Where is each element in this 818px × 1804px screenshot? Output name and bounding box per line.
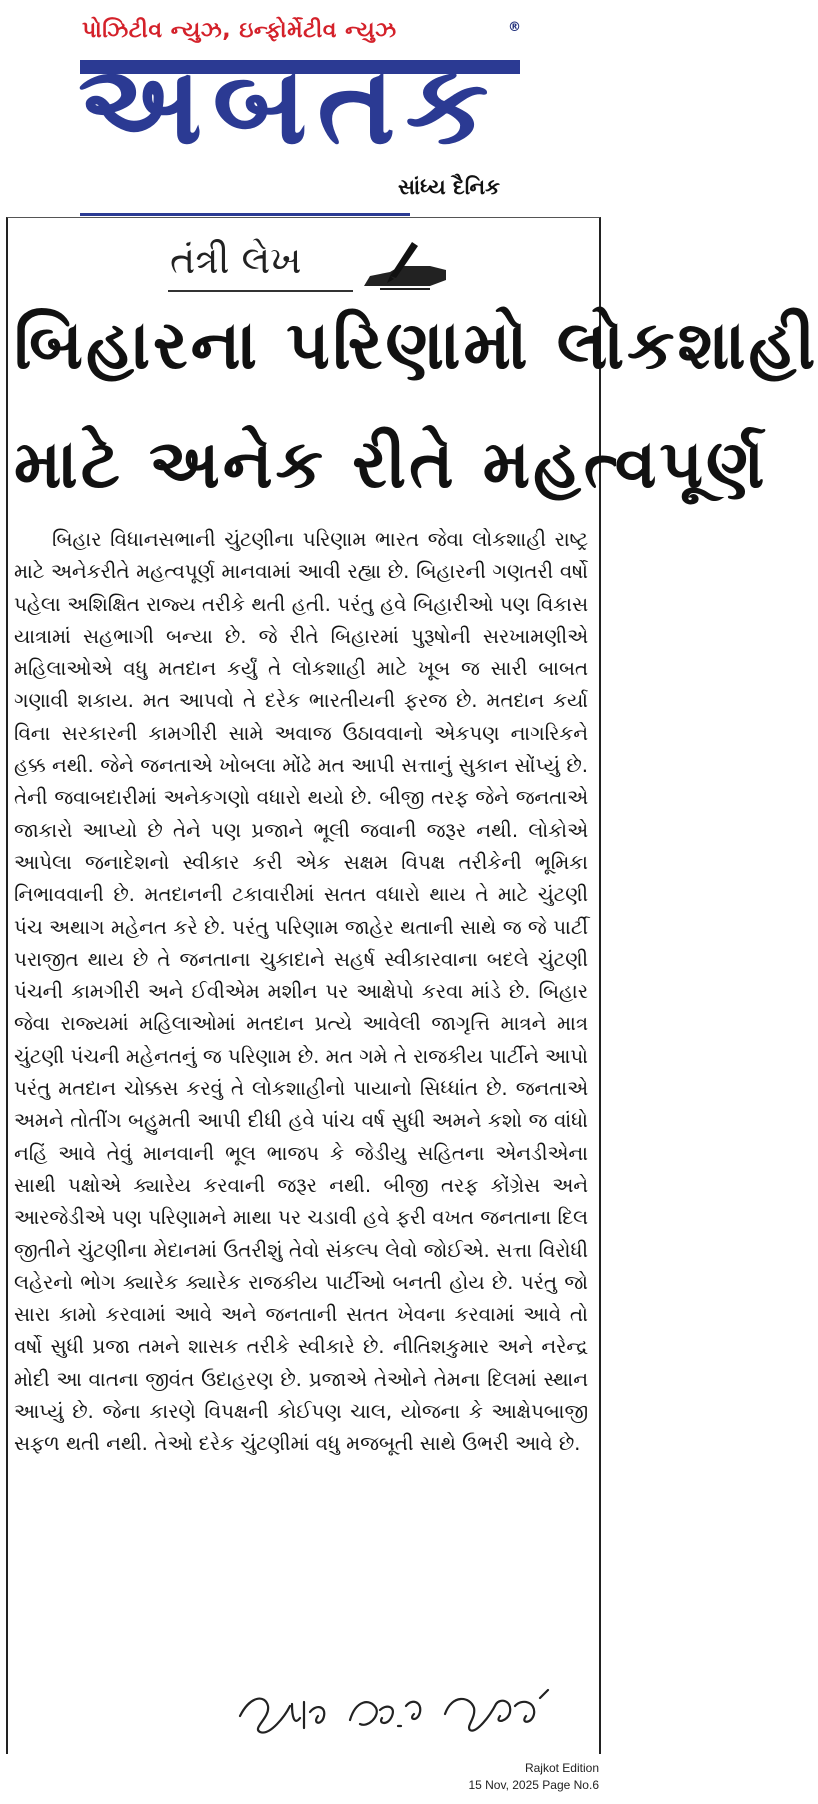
pen-writing-icon <box>360 236 450 292</box>
article-paragraph: બિહાર વિધાનસભાની ચુંટણીના પરિણામ ભારત જેવા લોકશાહી રાષ્ટ્ર માટે અનેકરીતે મહત્વપૂર્ણ માનવામાં આવી રહ્યા છે. બિહારની ગણતરી વર્ષો પહેલા અશિક્ષિત રાજ્ય તરીકે થતી હતી. પરંતુ હવે બિહારીઓ પણ વિકાસ યાત્રામાં સહભાગી બન્યા છે. જે રીતે બિહારમાં પુરૂષોની સરખામણીએ મહિલાઓએ વધુ મતદાન કર્યું તે લોકશાહી માટે ખૂબ જ સારી બાબત ગણાવી શકાય. મત આપવો તે દરેક ભારતીયની ફરજ છે. મતદાન કર્યા વિના સરકારની કામગીરી સામે અવાજ ઉઠાવવાનો એકપણ નાગરિકને હક્ક નથી. જેને જનતાએ ખોબલા મોંઢે મત આપી સત્તાનું સુકાન સોંપ્યું છે. તેની જવાબદારીમાં અનેકગણો વધારો થયો છે. બીજી તરફ જેને જનતાએ જાકારો આપ્યો છે તેને પણ પ્રજાને ભૂલી જવાની જરૂર નથી. લોકોએ આપેલા જનાદેશનો સ્વીકાર કરી એક સક્ષમ વિપક્ષ તરીકેની ભૂમિકા નિભાવવાની છે. મતદાનની ટકાવારીમાં સતત વધારો થાય તે માટે ચુંટણી પંચ અથાગ મહેનત કરે છે. પરંતુ પરિણામ જાહેર થતાની સાથે જ જે પાર્ટી પરાજીત થાય છે તે જનતાના ચુકાદાને સહર્ષ સ્વીકારવાના બદલે ચુંટણી પંચની કામગીરી અને ઈવીએમ મશીન પર આક્ષેપો કરવા માંડે છે. બિહાર જેવા રાજ્યમાં મહિલાઓમાં મતદાન પ્રત્યે આવેલી જાગૃત્તિ માત્રને માત્ર ચુંટણી પંચની મહેનતનું જ પરિણામ છે. મત ગમે તે રાજકીય પાર્ટીને આપો પરંતુ મતદાન ચોક્કસ કરવું તે લોકશાહીનો પાયાનો સિધ્ધાંત છે. જનતાએ અમને તોતીંગ બહુમતી આપી દીધી હવે પાંચ વર્ષ સુધી અમને કશો જ વાંધો નહિં આવે તેવું માનવાની ભૂલ ભાજપ કે જેડીયુ સહિતના એનડીએના સાથી પક્ષોએ ક્યારેય કરવાની જરૂર નથી. બીજી તરફ કોંગ્રેસ અને આરજેડીએ પણ પરિણામને માથા પર ચડાવી હવે ફરી વખત જનતાના દિલ જીતીને ચુંટણીના મેદાનમાં ઉતરીશું તેવો સંકલ્પ લેવો જોઈએ. સત્તા વિરોધી લહેરનો ભોગ ક્યારેક ક્યારેક રાજકીય પાર્ટીઓ બનતી હોય છે. પરંતુ જો સારા કામો કરવામાં આવે અને જનતાની સતત ખેવના કરવામાં આવે તો વર્ષો સુધી પ્રજા તમને શાસક તરીકે સ્વીકારે છે. નીતિશકુમાર અને નરેન્દ્ર મોદી આ વાતના જીવંત ઉદાહરણ છે. પ્રજાએ તેઓને તેમના દિલમાં સ્થાન આપ્યું છે. જેના કારણે વિપક્ષની કોઈપણ ચાલ, યોજના કે આક્ષેપબાજી સફળ થતી નથી. તેઓ દરેક ચુંટણીમાં વધુ મજબૂતી સાથે ઉભરી આવે છે. <box>14 528 588 1456</box>
section-label: તંત્રી લેખ <box>170 238 302 282</box>
section-label-rule <box>168 290 353 292</box>
newspaper-logo: અબતક <box>78 41 499 169</box>
headline-line-1: બિહારના પરિણામો લોકશાહી <box>14 306 818 384</box>
edition-date-page: 15 Nov, 2025 Page No.6 <box>468 1778 599 1792</box>
masthead-rule <box>80 213 410 216</box>
edition-name: Rajkot Edition <box>524 1761 599 1775</box>
masthead-subtitle: સાંધ્ય દૈનિક <box>398 175 500 199</box>
masthead <box>0 0 609 215</box>
article-body <box>14 524 588 1461</box>
masthead-tagline: પોઝિટીવ ન્યુઝ, ઇન્ફોર્મેટીવ ન્યુઝ <box>82 18 397 43</box>
edition-info <box>468 1760 599 1794</box>
signature-image <box>230 1676 570 1746</box>
headline-line-2: માટે અનેક રીતે મહત્વપૂર્ણ <box>14 425 768 503</box>
registered-mark: ® <box>508 20 521 35</box>
